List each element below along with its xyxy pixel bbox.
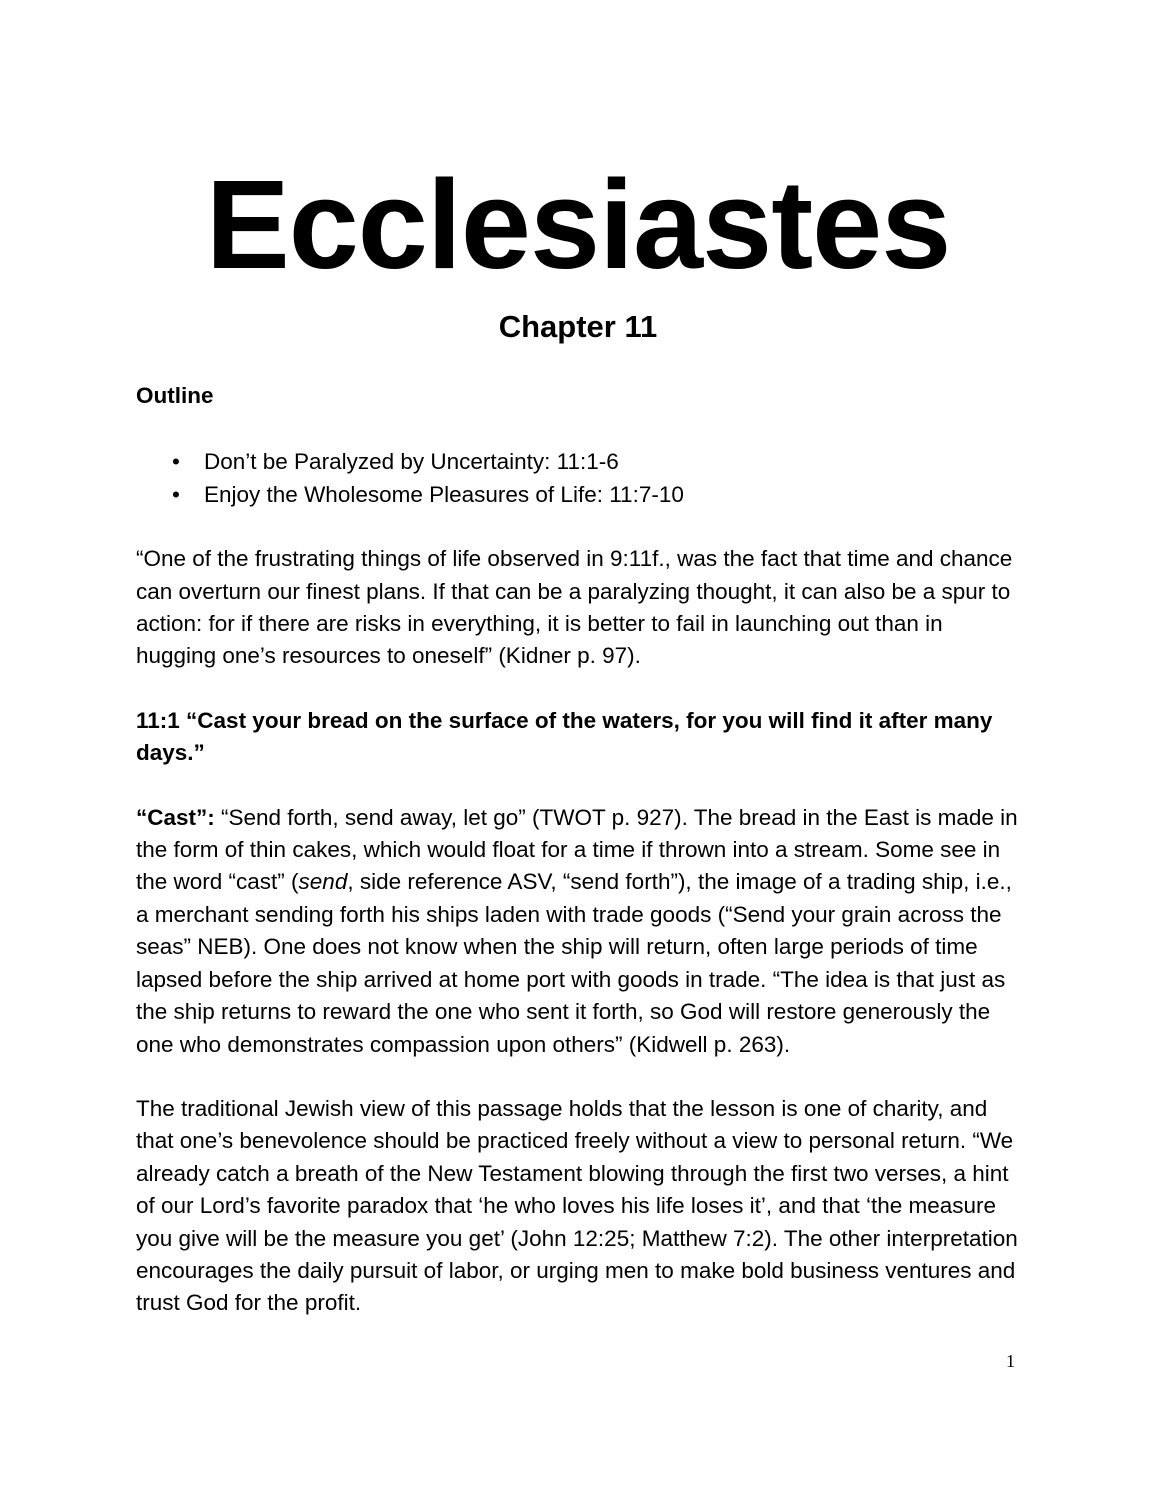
outline-list <box>136 446 1026 511</box>
document-title: Ecclesiastes <box>205 154 951 295</box>
verse-heading: 11:1 “Cast your bread on the surface of the waters, for you will find it after many days.” <box>136 707 993 766</box>
document-body <box>136 380 1026 1320</box>
outline-item <box>136 479 1026 511</box>
bullet-icon: • <box>172 449 180 475</box>
outline-item-label: Enjoy the Wholesome Pleasures of Life: 11:7-10 <box>204 481 684 507</box>
outline-item <box>136 446 1026 478</box>
cast-term: “Cast”: <box>136 804 215 830</box>
page-number: 1 <box>1006 1351 1015 1371</box>
cast-italic-word: send <box>298 869 348 895</box>
cast-paragraph <box>136 802 1026 1061</box>
outline-item-label: Don’t be Paralyzed by Uncertainty: 11:1-6 <box>204 449 619 475</box>
jewish-view-paragraph: The traditional Jewish view of this passage holds that the lesson is one of charity, and that one’s benevolence should be practiced freely without a view to personal return. “We already catch a breath of the New Testament blowing through the first two verses, a hint of our Lord’s favorite paradox that ‘he who loves his life loses it’, and that ‘the measure you give will be the measure you get’ (John 12:25; Matthew 7:2). The other interpretation encourages the daily pursuit of labor, or urging men to make bold business ventures and trust God for the profit. <box>136 1095 1018 1316</box>
outline-heading: Outline <box>136 383 214 408</box>
kidner-quote-paragraph: “One of the frustrating things of life observed in 9:11f., was the fact that time and chance can overturn our finest plans. If that can be a paralyzing thought, it can also be a spur to action: for if there are risks in everything, it is better to fail in launching out than in hugging one’s resources to oneself” (Kidner p. 97). <box>136 546 1013 669</box>
chapter-heading: Chapter 11 <box>498 309 658 344</box>
bullet-icon: • <box>172 481 180 507</box>
cast-text-part1: “Send forth, send away, let go” (TWOT p. 927). The bread in the East is made in the form of thin cakes, which would float for a time if thrown into a stream. Some see in the word “cast” ( <box>136 804 1018 895</box>
cast-text-part2: , side reference ASV, “send forth”), the image of a trading ship, i.e., a merchant sending forth his ships laden with trade goods (“Send your grain across the seas” NEB). One does not know when the ship will return, often large periods of time lapsed before the ship arrived at home port with goods in trade. “The idea is that just as the ship returns to reward the one who sent it forth, so God will restore generously the one who demonstrates compassion upon others” (Kidwell p. 263). <box>136 869 1012 1057</box>
